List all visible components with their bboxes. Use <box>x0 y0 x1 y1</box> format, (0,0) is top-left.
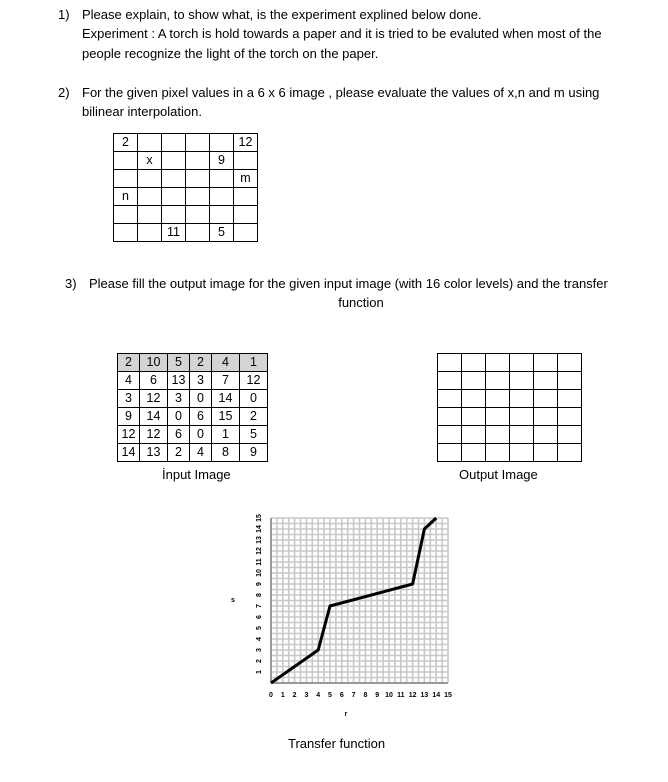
output-cell[interactable] <box>558 390 582 408</box>
input-cell: 5 <box>168 354 190 372</box>
input-cell: 2 <box>190 354 212 372</box>
input-cell: 13 <box>140 444 168 462</box>
input-cell: 13 <box>168 372 190 390</box>
q2-cell: x <box>138 152 162 170</box>
input-cell: 15 <box>212 408 240 426</box>
q2-cell: 11 <box>162 224 186 242</box>
input-cell: 6 <box>190 408 212 426</box>
transfer-function-caption: Transfer function <box>288 736 386 751</box>
output-cell[interactable] <box>438 426 462 444</box>
q2-cell <box>114 170 138 188</box>
input-cell: 9 <box>118 408 140 426</box>
q2-cell <box>114 206 138 224</box>
input-image-table <box>117 353 268 462</box>
x-tick-label: 15 <box>444 692 452 699</box>
output-cell[interactable] <box>534 408 558 426</box>
q2-cell <box>186 188 210 206</box>
q2-cell <box>138 224 162 242</box>
q2-cell <box>114 224 138 242</box>
x-tick-label: 10 <box>385 692 393 699</box>
x-tick-label: 9 <box>375 692 380 699</box>
output-cell[interactable] <box>534 372 558 390</box>
input-cell: 6 <box>168 426 190 444</box>
q2-cell <box>234 224 258 242</box>
q1-line-2: Experiment : A torch is hold towards a paper and it is tried to be evaluted when most of the <box>82 26 602 41</box>
output-cell[interactable] <box>558 444 582 462</box>
output-cell[interactable] <box>486 408 510 426</box>
q2-cell: 12 <box>234 134 258 152</box>
q2-cell <box>162 188 186 206</box>
output-cell[interactable] <box>558 426 582 444</box>
x-tick-label: 7 <box>351 692 356 699</box>
q2-cell <box>114 152 138 170</box>
output-image-caption: Output Image <box>459 467 538 482</box>
output-cell[interactable] <box>510 372 534 390</box>
output-cell[interactable] <box>510 426 534 444</box>
x-tick-label: 0 <box>269 692 273 699</box>
q2-cell: n <box>114 188 138 206</box>
input-cell: 4 <box>190 444 212 462</box>
input-cell: 0 <box>190 390 212 408</box>
input-cell: 5 <box>240 426 268 444</box>
input-cell: 2 <box>168 444 190 462</box>
q1-line-3: people recognize the light of the torch on the paper. <box>82 46 379 61</box>
output-cell[interactable] <box>486 354 510 372</box>
x-tick-label: 13 <box>420 692 429 699</box>
q2-cell <box>210 170 234 188</box>
input-cell: 12 <box>140 426 168 444</box>
input-cell: 10 <box>140 354 168 372</box>
input-cell: 4 <box>118 372 140 390</box>
q2-cell <box>162 170 186 188</box>
input-cell: 9 <box>240 444 268 462</box>
y-tick-label: 1 <box>256 670 263 674</box>
input-cell: 0 <box>240 390 268 408</box>
y-tick-label: 8 <box>256 593 263 597</box>
x-axis-label: r <box>344 711 348 718</box>
output-cell[interactable] <box>486 372 510 390</box>
y-tick-label: 15 <box>256 514 263 522</box>
x-tick-label: 3 <box>304 692 309 699</box>
input-cell: 12 <box>240 372 268 390</box>
output-cell[interactable] <box>558 372 582 390</box>
q1-line-1: Please explain, to show what, is the experiment explined below done. <box>82 7 482 22</box>
input-cell: 8 <box>212 444 240 462</box>
q2-cell <box>210 134 234 152</box>
input-image-caption: İnput Image <box>162 467 231 482</box>
output-cell[interactable] <box>438 372 462 390</box>
y-tick-label: 3 <box>256 648 263 652</box>
q2-cell <box>186 170 210 188</box>
output-cell[interactable] <box>510 408 534 426</box>
x-tick-label: 8 <box>363 692 368 699</box>
input-cell: 12 <box>118 426 140 444</box>
input-cell: 3 <box>190 372 212 390</box>
q2-pixel-grid <box>113 133 258 242</box>
q2-line-1: For the given pixel values in a 6 x 6 image , please evaluate the values of x,n and m using <box>82 85 600 100</box>
q2-cell <box>162 152 186 170</box>
q2-cell: 2 <box>114 134 138 152</box>
input-cell: 2 <box>240 408 268 426</box>
y-tick-label: 5 <box>256 626 263 630</box>
y-tick-label: 11 <box>256 558 263 566</box>
output-cell[interactable] <box>510 390 534 408</box>
q2-cell <box>186 224 210 242</box>
input-cell: 6 <box>140 372 168 390</box>
output-cell[interactable] <box>534 390 558 408</box>
q2-cell <box>138 170 162 188</box>
output-cell[interactable] <box>510 444 534 462</box>
y-tick-label: 2 <box>256 659 263 663</box>
q3-line-2: function <box>338 295 384 310</box>
q1-number: 1) <box>58 7 70 22</box>
input-cell: 12 <box>140 390 168 408</box>
x-tick-label: 2 <box>292 692 297 699</box>
output-cell[interactable] <box>438 354 462 372</box>
output-cell[interactable] <box>438 444 462 462</box>
x-tick-label: 1 <box>280 692 285 699</box>
y-tick-label: 12 <box>256 547 263 555</box>
x-tick-label: 4 <box>316 692 321 699</box>
q2-cell <box>138 188 162 206</box>
q2-cell: m <box>234 170 258 188</box>
q2-cell <box>234 188 258 206</box>
output-cell[interactable] <box>486 390 510 408</box>
q2-cell <box>234 152 258 170</box>
y-tick-label: 13 <box>256 536 263 544</box>
q2-cell <box>162 206 186 224</box>
q2-cell: 9 <box>210 152 234 170</box>
y-axis-label: s <box>231 597 235 604</box>
x-tick-label: 14 <box>432 692 441 699</box>
output-cell[interactable] <box>462 426 486 444</box>
output-cell[interactable] <box>534 426 558 444</box>
output-cell[interactable] <box>486 426 510 444</box>
input-cell: 3 <box>118 390 140 408</box>
q2-cell <box>162 134 186 152</box>
q3-number: 3) <box>65 276 77 291</box>
x-tick-label: 5 <box>328 692 332 699</box>
output-cell[interactable] <box>486 444 510 462</box>
q2-cell: 5 <box>210 224 234 242</box>
output-cell[interactable] <box>462 408 486 426</box>
q2-cell <box>138 206 162 224</box>
y-tick-label: 7 <box>256 604 263 608</box>
input-cell: 14 <box>118 444 140 462</box>
y-tick-label: 9 <box>256 582 263 586</box>
input-cell: 4 <box>212 354 240 372</box>
output-cell[interactable] <box>510 354 534 372</box>
output-cell[interactable] <box>534 354 558 372</box>
transfer-function-chart <box>220 505 470 720</box>
input-cell: 14 <box>140 408 168 426</box>
output-cell[interactable] <box>438 390 462 408</box>
y-tick-label: 14 <box>256 525 263 533</box>
output-cell[interactable] <box>438 408 462 426</box>
y-tick-label: 6 <box>256 615 263 619</box>
q2-line-2: bilinear interpolation. <box>82 104 202 119</box>
output-cell[interactable] <box>558 408 582 426</box>
output-cell[interactable] <box>534 444 558 462</box>
output-cell[interactable] <box>462 354 486 372</box>
output-cell[interactable] <box>558 354 582 372</box>
y-tick-label: 4 <box>256 637 263 641</box>
q2-cell <box>210 188 234 206</box>
q2-cell <box>138 134 162 152</box>
input-cell: 0 <box>168 408 190 426</box>
q2-cell <box>186 152 210 170</box>
input-cell: 14 <box>212 390 240 408</box>
input-cell: 3 <box>168 390 190 408</box>
x-tick-label: 6 <box>339 692 344 699</box>
q3-line-1: Please fill the output image for the given input image (with 16 color levels) and the transfer <box>89 276 608 291</box>
q2-cell <box>186 206 210 224</box>
output-cell[interactable] <box>462 444 486 462</box>
input-cell: 1 <box>212 426 240 444</box>
q2-cell <box>234 206 258 224</box>
output-cell[interactable] <box>462 372 486 390</box>
y-tick-label: 10 <box>256 569 263 577</box>
q2-cell <box>186 134 210 152</box>
input-cell: 1 <box>240 354 268 372</box>
input-cell: 0 <box>190 426 212 444</box>
q2-number: 2) <box>58 85 70 100</box>
x-tick-label: 11 <box>397 692 405 699</box>
q2-cell <box>210 206 234 224</box>
input-cell: 7 <box>212 372 240 390</box>
input-cell: 2 <box>118 354 140 372</box>
output-image-table <box>437 353 582 462</box>
x-tick-label: 12 <box>408 692 417 699</box>
output-cell[interactable] <box>462 390 486 408</box>
